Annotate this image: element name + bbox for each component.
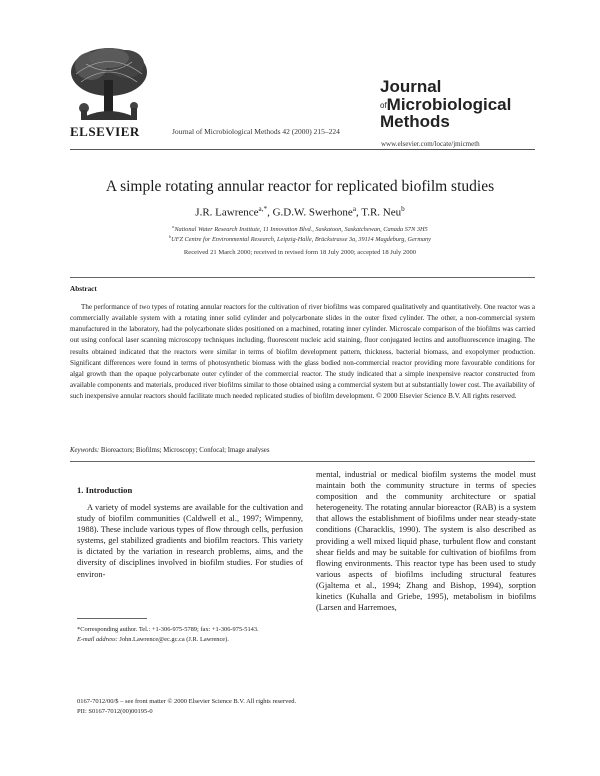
body-left-column: A variety of model systems are available for the cultivation and study of biofilm communities (Caldwell et al., 1997; Wimpenny, 1988). These include various types of flow through cells, perfusion systems, gel stabilized gradients and biofilm reactors. This variety is dictated by the variation in research problems, aims, and the diversity of disciplines involved in biofilm studies. For studies of environ-	[77, 503, 303, 579]
keywords-label: Keywords:	[70, 447, 100, 454]
journal-title-of: of	[380, 100, 387, 110]
keywords	[70, 447, 269, 454]
author-list: J.R. Lawrence$^{a,*}$, G.D.W. Swerhone$^a$, T.R. Neu$^b$	[195, 205, 405, 219]
affiliation	[0, 224, 600, 233]
author-name: G.D.W. Swerhone	[272, 206, 353, 219]
publisher-name: ELSEVIER	[70, 124, 140, 139]
author-name: J.R. Lawrence	[195, 206, 259, 219]
journal-title-line1: Journal	[380, 77, 442, 96]
affiliation	[0, 234, 600, 243]
elsevier-tree-logo	[66, 44, 152, 124]
affiliation-text: National Water Research Institute, 11 Innovation Blvd., Saskatoon, Saskatchewan, Canada S7N 3H5	[174, 226, 428, 234]
journal-title-line3: Methods	[380, 112, 450, 131]
affiliation-mark: a	[172, 224, 175, 229]
affiliation-text: UFZ Centre for Environmental Research, Leipzig-Halle, Brückstrasse 3a, 39114 Magdeburg, Germany	[171, 236, 431, 244]
journal-title	[380, 78, 511, 131]
affiliation-mark: b	[169, 234, 172, 239]
header-divider	[70, 149, 535, 150]
paper-title: A simple rotating annular reactor for replicated biofilm studies	[105, 178, 495, 195]
author-name: T.R. Neu	[361, 206, 402, 219]
journal-title-line2: Microbiological	[386, 94, 512, 114]
body-right-column: mental, industrial or medical biofilm systems the model must maintain both the community structure in terms of species composition and the community architecture or spatial heterogeneity. The rotating annular bioreactor (RAB) is a system that allows the establishment of biofilms under near steady-state conditions (Characklis, 1990). The system is also described as providing a well mixed liquid phase, turbulent flow and constant shear fields and may be suitable for cultivation of biofilms from flowing environments. This reactor type has been used to study various aspects of biofilms including structural features (Gjaltema et al., 1994; Zhang and Bishop, 1994), sorption kinetics (Kuhalla and Griebe, 1995), metabolism in biofilms (Larsen and Harremoes,	[316, 470, 536, 613]
abstract-heading: Abstract	[70, 285, 97, 293]
abstract-text: The performance of two types of rotating annular reactors for the cultivation of river biofilms was compared qualitatively and quantitatively. One reactor was a commercially available system with a rotating inner solid cylinder and polycarbonate slides in the outer fixed cylinder. The other, a non-commercial system manufactured in the laboratory, had the polycarbonate slides positioned on a machined, rotating inner cylinder. Microscale comparison of the biofilms was carried out using confocal laser scanning microscopy techniques including, fluorescent nucleic acid staining, fluor conjugated lectins and autofluorescence imaging. The results obtained indicated that the reactors were similar in terms of biofilm development pattern, thickness, bacterial biomass, and exopolymer production. Significant differences were found in terms of photosynthetic biomass with the glass bodied non-commercial reactor providing more favourable conditions for algal growth than the opaque polycarbonate outer cylinder of the commercial reactor. The study indicated that a simple inexpensive reactor constructed from available components and materials, produced river biofilms similar to those obtained using a commercial system but at substantially lower cost. The availability of such inexpensive annular reactors should facilitate much needed replicated studies of biofilm development. © 2000 Elsevier Science B.V. All rights reserved.	[70, 303, 535, 401]
keywords-list: Bioreactors; Biofilms; Microscopy; Confocal; Image analyses	[100, 447, 270, 454]
email-address[interactable]: John.Lawrence@ec.gc.ca (J.R. Lawrence).	[119, 635, 229, 643]
abstract-bottom-divider	[70, 461, 535, 462]
author-marks: a,*	[258, 205, 268, 213]
footnote-divider	[77, 618, 147, 619]
email-label: E-mail address:	[77, 635, 118, 643]
front-matter-line: 0167-7012/00/$ – see front matter © 2000 Elsevier Science B.V. All rights reserved.	[77, 698, 297, 705]
page-footer	[77, 697, 296, 716]
journal-citation: Journal of Microbiological Methods 42 (2000) 215–224	[172, 127, 340, 136]
footnote	[77, 625, 303, 644]
section-heading: 1. Introduction	[77, 485, 133, 495]
received-dates: Received 21 March 2000; received in revised form 18 July 2000; accepted 18 July 2000	[183, 249, 417, 256]
pii-line: PII: S0167-7012(00)00195-0	[77, 707, 153, 715]
author-marks: a	[352, 205, 356, 213]
author-marks: b	[401, 205, 405, 213]
abstract-top-divider	[70, 277, 535, 278]
corresponding-author-note: *Corresponding author. Tel.: +1-306-975-5789; fax: +1-306-975-5143.	[77, 626, 259, 633]
journal-url[interactable]: www.elsevier.com/locate/jmicmeth	[381, 140, 480, 148]
